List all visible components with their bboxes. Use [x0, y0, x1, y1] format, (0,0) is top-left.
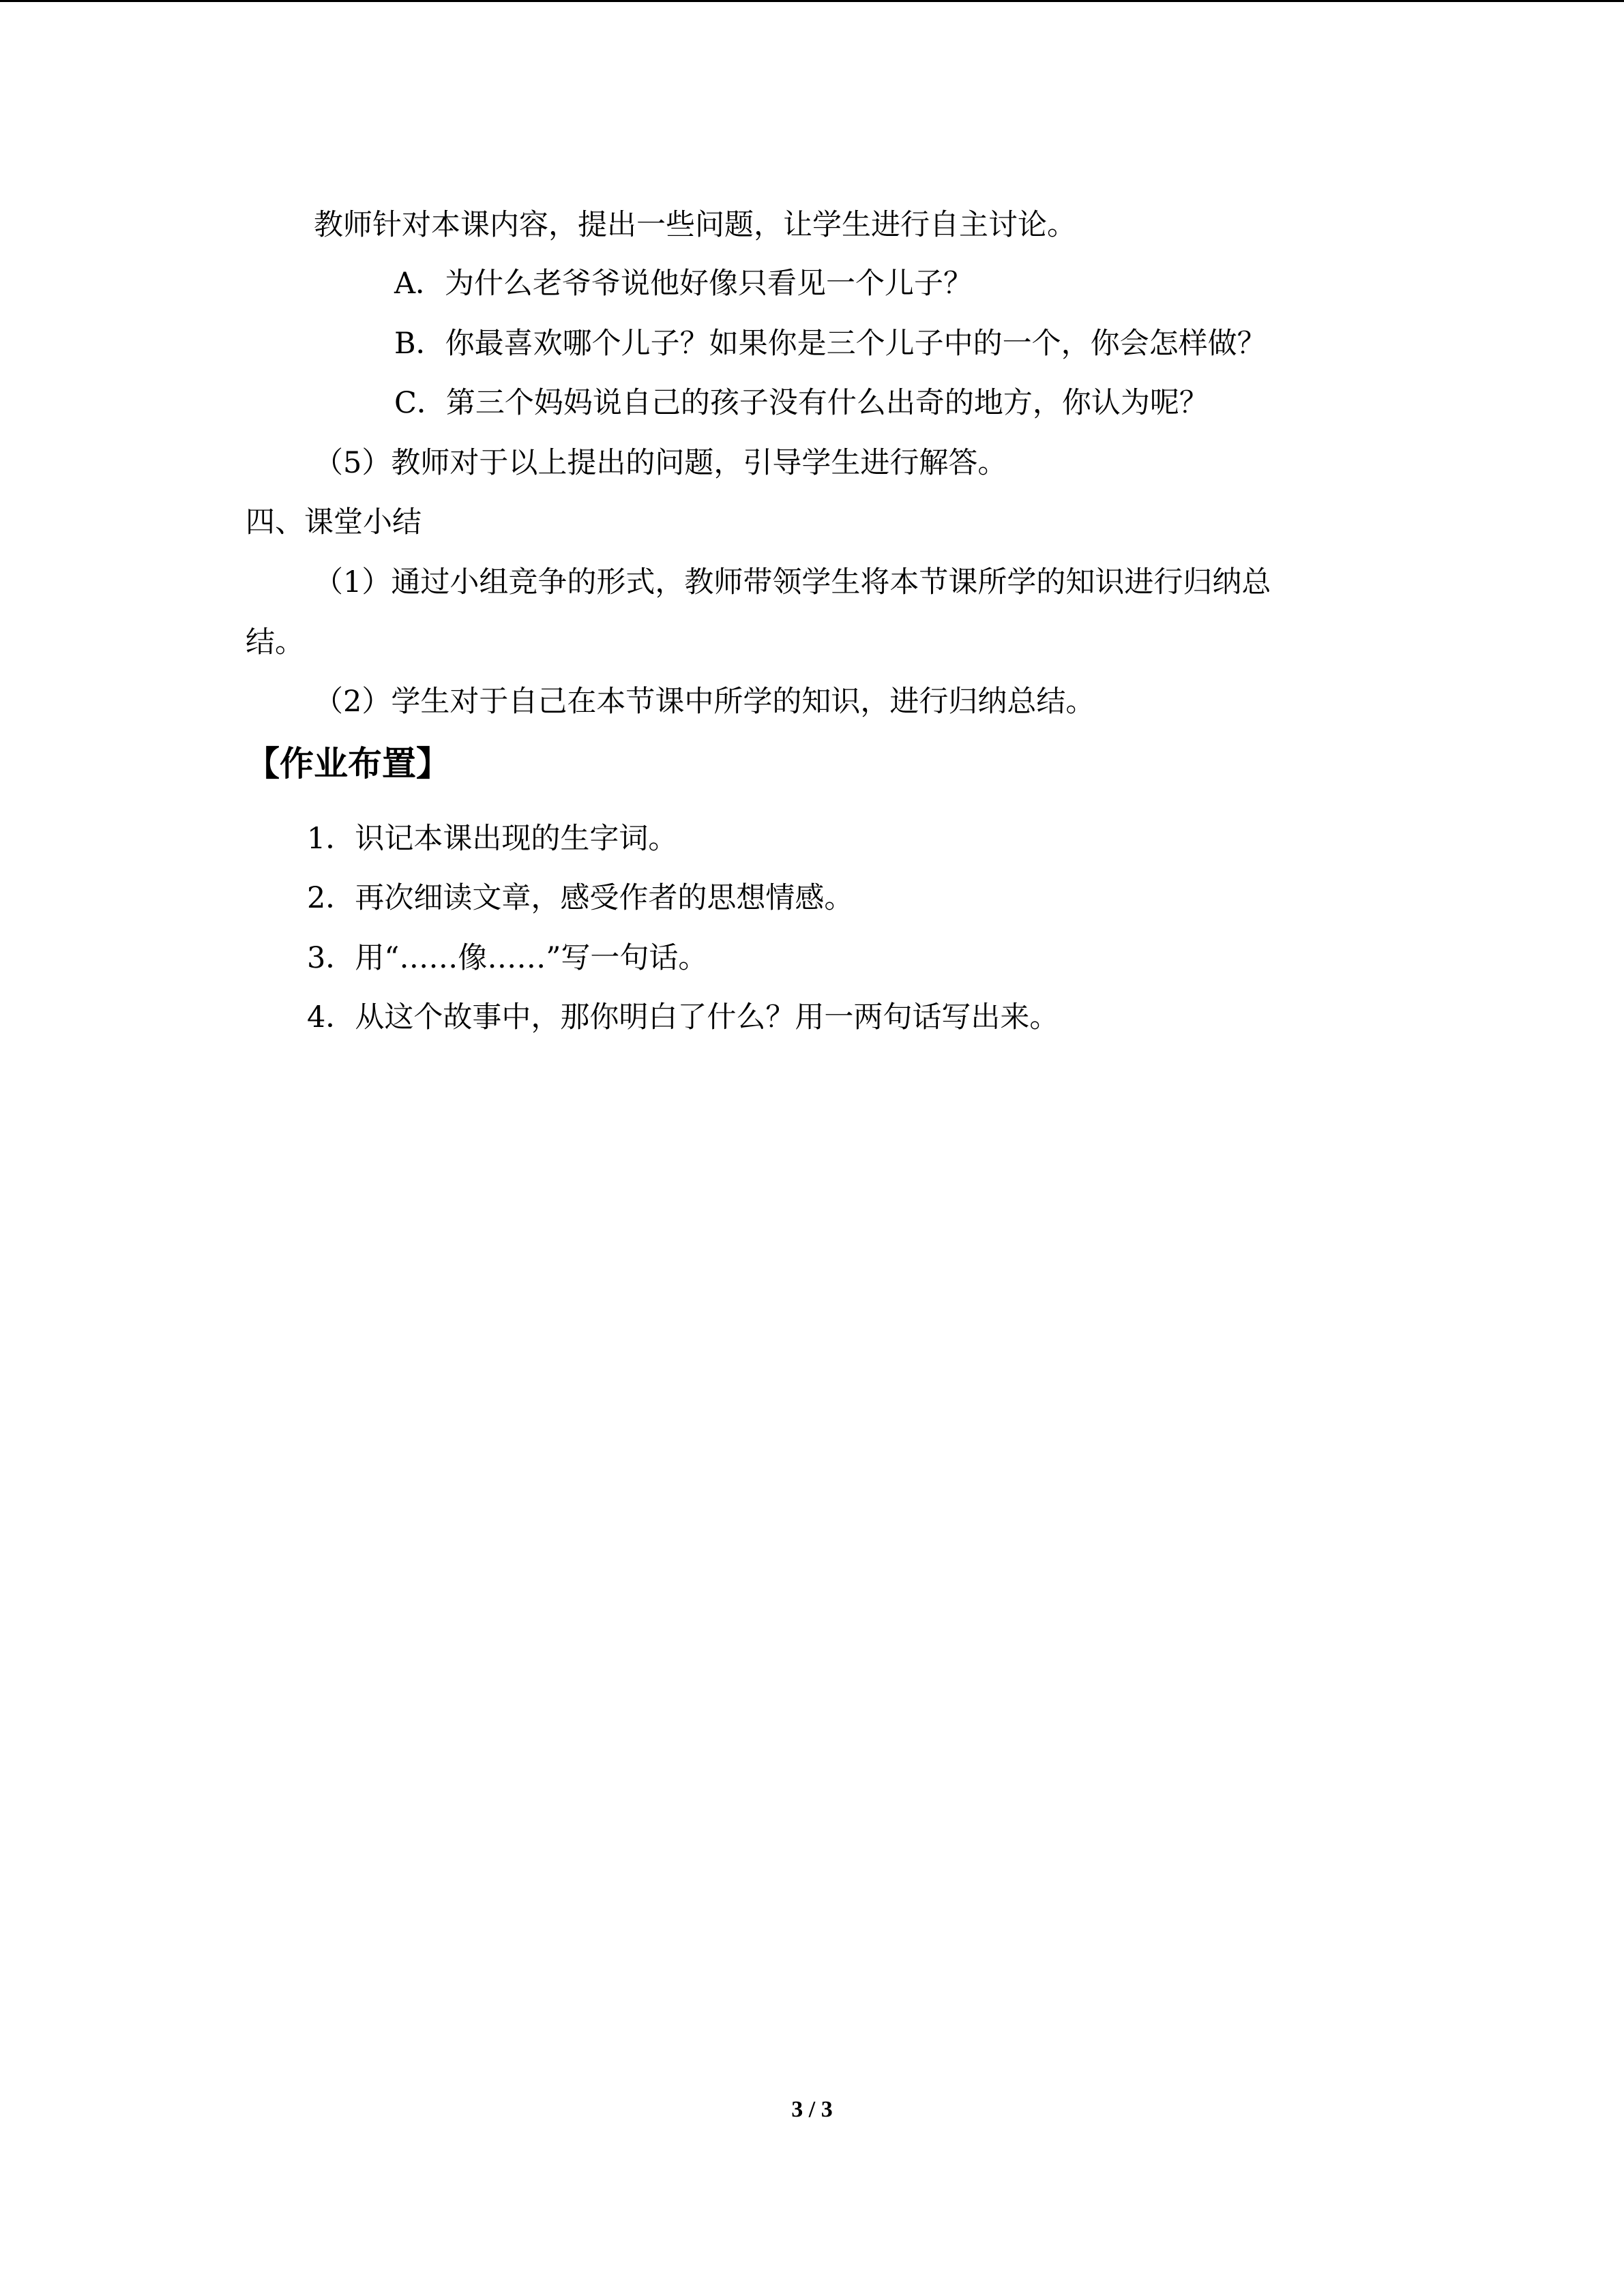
summary-item-2: （2）学生对于自己在本节课中所学的知识，进行归纳总结。 — [314, 685, 1095, 719]
question-b: B．你最喜欢哪个儿子？如果你是三个儿子中的一个，你会怎样做？ — [394, 327, 1267, 361]
homework-item-2: 2．再次细读文章，感受作者的思想情感。 — [307, 881, 854, 915]
homework-item-4: 4．从这个故事中，那你明白了什么？用一两句话写出来。 — [307, 1000, 1059, 1034]
question-c: C．第三个妈妈说自己的孩子没有什么出奇的地方，你认为呢？ — [394, 386, 1209, 420]
homework-item-1: 1．识记本课出现的生字词。 — [307, 822, 678, 856]
summary-item-1-continuation: 结。 — [246, 625, 304, 659]
question-a: A．为什么老爷爷说他好像只看见一个儿子？ — [394, 267, 973, 301]
step-5: （5）教师对于以上提出的问题，引导学生进行解答。 — [314, 446, 1007, 480]
section-4-title: 四、课堂小结 — [246, 505, 422, 539]
summary-item-1: （1）通过小组竞争的形式，教师带领学生将本节课所学的知识进行归纳总 — [314, 565, 1271, 599]
page-number: 3 / 3 — [791, 2097, 833, 2122]
homework-item-3: 3．用“……像……”写一句话。 — [307, 941, 708, 975]
discussion-intro: 教师针对本课内容，提出一些问题，让学生进行自主讨论。 — [314, 208, 1076, 242]
top-border-line — [0, 0, 1624, 2]
homework-heading: 【作业布置】 — [246, 744, 450, 784]
